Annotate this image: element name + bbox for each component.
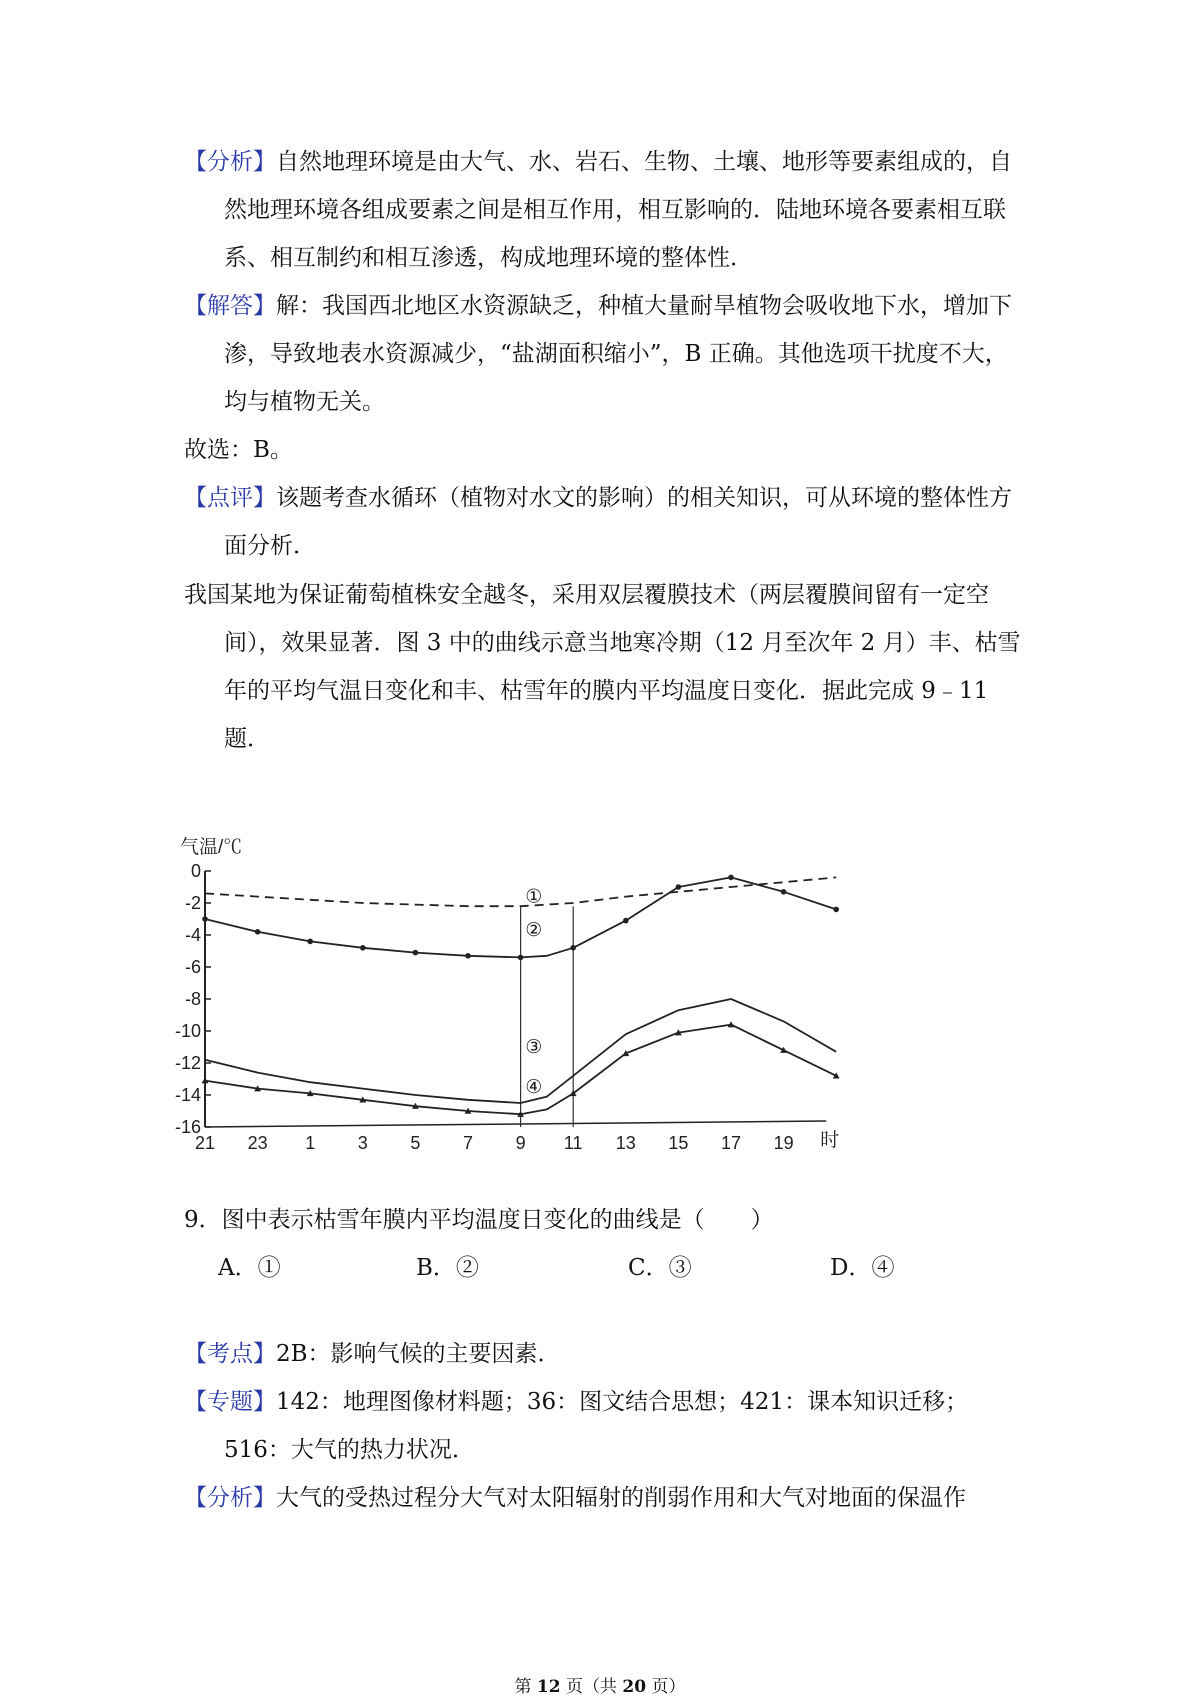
x-tick-label: 15 (668, 1133, 689, 1153)
x-tick-label: 11 (563, 1133, 583, 1153)
question-9-stem: 9．图中表示枯雪年膜内平均温度日变化的曲线是（ ） (184, 1207, 774, 1233)
x-tick-label: 3 (357, 1133, 368, 1153)
x-tick-label: 17 (720, 1133, 742, 1153)
x-tick-label: 23 (247, 1133, 268, 1153)
analysis2-tag: 【分析】 (184, 1485, 276, 1511)
comment-tag: 【点评】 (184, 485, 276, 511)
y-tick-label: -10 (174, 1021, 201, 1041)
series-line-1 (205, 877, 836, 906)
analysis-text: 自然地理环境是由大气、水、岩石、生物、土壤、地形等要素组成的，自然地理环境各组成要素之间是相互作用，相互影响的．陆地环境各要素相互联系、相互制约和相互渗透，构成地理环境的整体性． (224, 149, 1012, 271)
analysis2-paragraph (184, 1474, 1024, 1522)
answer-paragraph (184, 282, 1024, 426)
x-tick-label: 13 (615, 1133, 636, 1153)
answer-text: 解：我国西北地区水资源缺乏，种植大量耐旱植物会吸收地下水，增加下渗，导致地表水资源减少，“盐湖面积缩小”，B 正确。其他选项干扰度不大，均与植物无关。 (224, 293, 1012, 415)
series-2-point (307, 939, 313, 945)
option-a[interactable]: A．① (218, 1255, 281, 1281)
topic-text: 142：地理图像材料题；36：图文结合思想；421：课本知识迁移；516：大气的热力状况． (224, 1389, 969, 1463)
footer-page-number: 12 (536, 1677, 561, 1697)
footer-prefix: 第 (514, 1677, 537, 1697)
footer-middle: 页（共 (560, 1677, 623, 1697)
series-2-point (570, 945, 576, 951)
point-text: 2B：影响气候的主要因素． (276, 1341, 561, 1367)
choice-paragraph: 故选：B。 (184, 437, 293, 463)
y-tick-label: 0 (190, 861, 201, 881)
x-tick-label: 7 (462, 1133, 474, 1153)
analysis-block-1 (184, 138, 1024, 570)
x-axis-line (205, 1121, 826, 1127)
page-footer (0, 1672, 1200, 1697)
y-tick-label: -14 (174, 1085, 201, 1105)
series-2-point (360, 945, 366, 951)
topic-paragraph (184, 1378, 1024, 1474)
y-tick-label: -12 (174, 1053, 201, 1073)
y-tick-label: -8 (184, 989, 201, 1009)
series-2-point (465, 953, 471, 959)
x-tick-label: 5 (410, 1133, 421, 1153)
analysis-tag: 【分析】 (184, 149, 276, 175)
analysis-block-2 (184, 1330, 1024, 1522)
series-1-label: ① (525, 885, 543, 908)
series-2-point (413, 950, 419, 956)
x-tick-label: 19 (773, 1133, 794, 1153)
x-axis-label: 时 (820, 1130, 840, 1151)
series-2-point (518, 955, 524, 961)
series-2-point (202, 916, 208, 922)
series-2-point (623, 918, 629, 924)
topic-tag: 【专题】 (184, 1389, 276, 1415)
series-2-point (728, 875, 734, 881)
footer-total-pages: 20 (622, 1677, 647, 1697)
point-paragraph (184, 1330, 1024, 1378)
series-2-point (781, 889, 787, 895)
option-d[interactable]: D．④ (830, 1255, 895, 1281)
analysis-paragraph (184, 138, 1024, 282)
series-2-label: ② (525, 919, 543, 942)
comment-paragraph (184, 474, 1024, 570)
series-2-point (255, 929, 261, 935)
question-9 (184, 1196, 1024, 1244)
series-4-label: ④ (525, 1076, 543, 1098)
footer-suffix: 页） (646, 1677, 686, 1697)
point-tag: 【考点】 (184, 1341, 276, 1367)
comment-text: 该题考查水循环（植物对水文的影响）的相关知识，可从环境的整体性方面分析． (224, 485, 1012, 559)
series-2-point (676, 884, 682, 890)
x-tick-label: 1 (305, 1133, 316, 1153)
intro-block (184, 571, 1024, 763)
intro-paragraph: 我国某地为保证葡萄植株安全越冬，采用双层覆膜技术（两层覆膜间留有一定空间），效果显著．图 3 中的曲线示意当地寒冷期（12 月至次年 2 月）丰、枯雪年的平均气温日变化和丰、枯雪年的膜内平均温度日变化．据此完成 9﹣11 题． (184, 582, 1021, 752)
option-b[interactable]: B．② (416, 1255, 479, 1281)
chart-axes (180, 836, 839, 1151)
option-c[interactable]: C．③ (628, 1255, 692, 1281)
chart-ticks (175, 861, 794, 1153)
y-tick-label: -4 (184, 925, 201, 945)
series-2-point (833, 907, 839, 913)
y-tick-label: -2 (184, 893, 201, 913)
answer-tag: 【解答】 (184, 293, 276, 319)
series-3-label: ③ (525, 1036, 543, 1058)
x-tick-label: 9 (515, 1133, 526, 1153)
analysis2-text: 大气的受热过程分大气对太阳辐射的削弱作用和大气对地面的保温作 (276, 1485, 966, 1511)
temperature-chart (174, 825, 960, 1170)
y-tick-label: -6 (184, 957, 201, 977)
x-tick-label: 21 (194, 1133, 216, 1153)
y-axis-label: 气温/℃ (180, 837, 243, 858)
y-tick-label: -16 (174, 1117, 201, 1137)
